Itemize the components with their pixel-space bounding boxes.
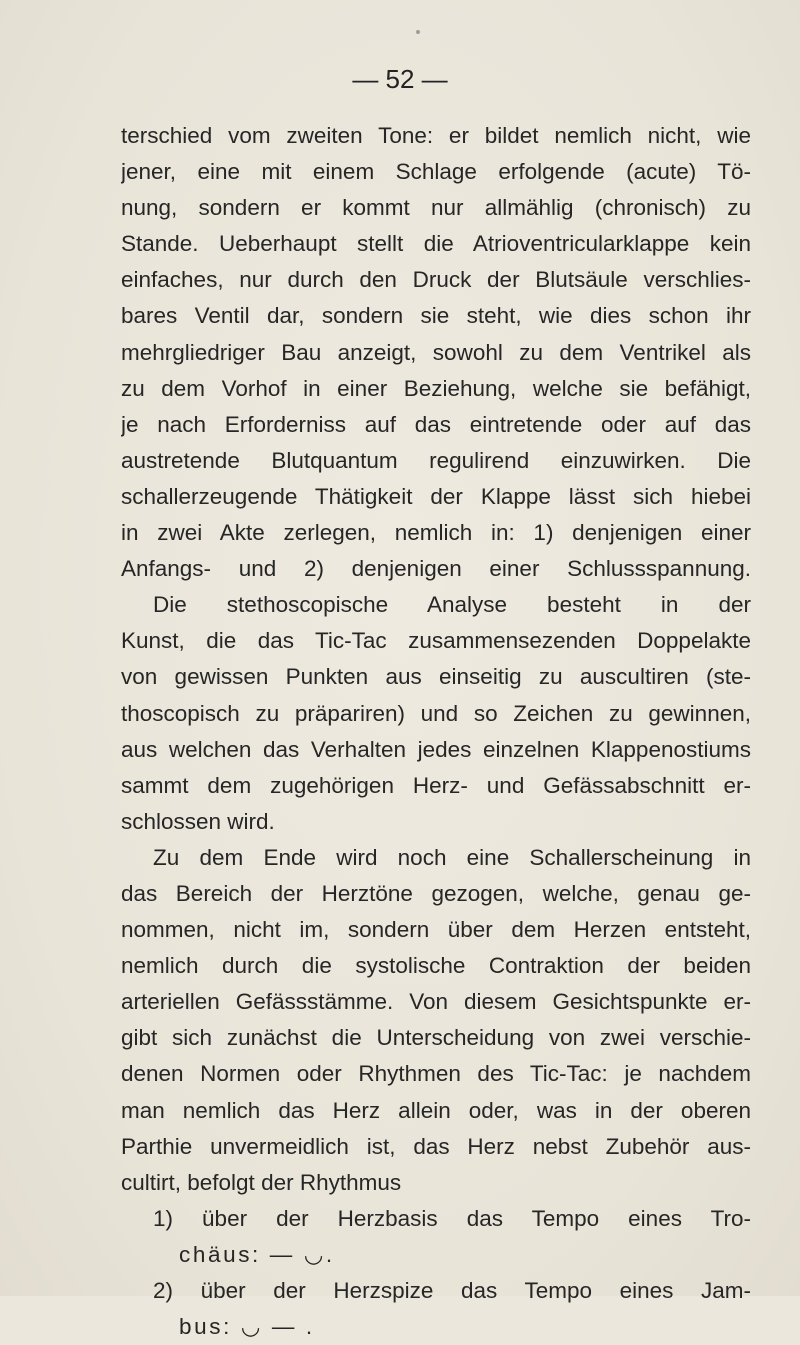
text-line: nung, sondern er kommt nur allmählig (chronisch) zu bbox=[121, 195, 751, 221]
text-line: mehrgliedriger Bau anzeigt, sowohl zu dem Ventrikel als bbox=[121, 339, 751, 365]
text-line: nommen, nicht im, sondern über dem Herzen entsteht, bbox=[121, 917, 751, 943]
text-line: Kunst, die das Tic-Tac zusammensezenden Doppelakte bbox=[121, 628, 751, 654]
text-line: bares Ventil dar, sondern sie steht, wie dies schon ihr bbox=[121, 303, 751, 329]
page-speck bbox=[416, 30, 420, 34]
text-line: Die stethoscopische Analyse besteht in der bbox=[153, 592, 751, 618]
text-line: Stande. Ueberhaupt stellt die Atrioventricularklappe kein bbox=[121, 231, 751, 257]
text-line: chäus: — ◡. bbox=[179, 1241, 335, 1267]
text-line: cultirt, befolgt der Rhythmus bbox=[121, 1169, 402, 1195]
text-line: bus: ◡ — . bbox=[179, 1314, 315, 1340]
text-line: einfaches, nur durch den Druck der Blutsäule verschlies- bbox=[121, 267, 751, 293]
text-line: Parthie unvermeidlich ist, das Herz nebst Zubehör aus- bbox=[121, 1133, 751, 1159]
text-line: arteriellen Gefässstämme. Von diesem Gesichtspunkte er- bbox=[121, 989, 751, 1015]
text-line: austretende Blutquantum regulirend einzuwirken. Die bbox=[121, 447, 751, 473]
text-line: sammt dem zugehörigen Herz- und Gefässabschnitt er- bbox=[121, 772, 751, 798]
text-line: thoscopisch zu präpariren) und so Zeichen zu gewinnen, bbox=[121, 700, 751, 726]
text-line: schlossen wird. bbox=[121, 808, 275, 834]
text-line: denen Normen oder Rhythmen des Tic-Tac: je nachdem bbox=[121, 1061, 751, 1087]
text-line: Zu dem Ende wird noch eine Schallerscheinung in bbox=[153, 844, 751, 870]
text-line: das Bereich der Herztöne gezogen, welche, genau ge- bbox=[121, 880, 751, 906]
text-line: man nemlich das Herz allein oder, was in der oberen bbox=[121, 1097, 751, 1123]
text-line: jener, eine mit einem Schlage erfolgende (acute) Tö- bbox=[121, 159, 751, 185]
text-line: in zwei Akte zerlegen, nemlich in: 1) denjenigen einer bbox=[121, 520, 751, 546]
text-line: je nach Erforderniss auf das eintretende oder auf das bbox=[121, 411, 751, 437]
text-line: Anfangs- und 2) denjenigen einer Schlussspannung. bbox=[121, 556, 751, 582]
text-line: 2) über der Herzspize das Tempo eines Jam- bbox=[153, 1278, 751, 1303]
text-line: von gewissen Punkten aus einseitig zu auscultiren (ste- bbox=[121, 664, 751, 690]
text-line: aus welchen das Verhalten jedes einzelnen Klappenostiums bbox=[121, 736, 751, 762]
body-text bbox=[121, 118, 751, 1345]
text-line: gibt sich zunächst die Unterscheidung von zwei verschie- bbox=[121, 1025, 751, 1051]
text-line: terschied vom zweiten Tone: er bildet nemlich nicht, wie bbox=[121, 123, 751, 148]
text-line: schallerzeugende Thätigkeit der Klappe lässt sich hiebei bbox=[121, 483, 751, 509]
page-number: — 52 — bbox=[352, 64, 448, 94]
text-line: nemlich durch die systolische Contraktion der beiden bbox=[121, 953, 751, 979]
text-line: zu dem Vorhof in einer Beziehung, welche sie befähigt, bbox=[121, 375, 751, 401]
text-line: 1) über der Herzbasis das Tempo eines Tro- bbox=[153, 1205, 751, 1231]
